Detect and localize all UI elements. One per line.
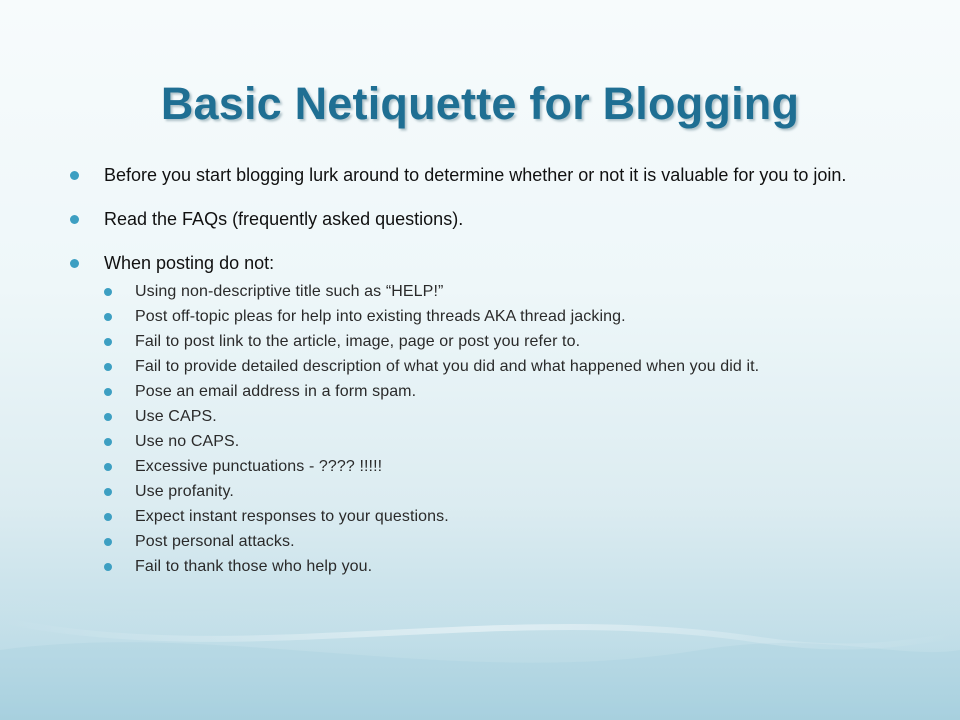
bullet-dot-icon [104,363,112,371]
bullet-list [66,167,906,574]
sub-bullet-item [100,360,906,374]
sub-bullet-text: Post off-topic pleas for help into existing threads AKA thread jacking. [135,308,626,325]
sub-bullet-item [100,285,906,299]
bullet-dot-icon [70,171,79,180]
bullet-text: Read the FAQs (frequently asked questions). [104,209,464,229]
bullet-dot-icon [70,259,79,268]
sub-bullet-text: Fail to thank those who help you. [135,558,373,575]
sub-bullet-item [100,560,906,574]
sub-bullet-text: Excessive punctuations - ???? !!!!! [135,458,383,475]
bullet-text: When posting do not: [104,253,275,273]
sub-bullet-text: Expect instant responses to your questions. [135,508,449,525]
sub-bullet-text: Post personal attacks. [135,533,295,550]
slide-content [66,167,906,585]
sub-bullet-item [100,335,906,349]
sub-bullet-item [100,460,906,474]
bullet-dot-icon [70,215,79,224]
bullet-dot-icon [104,388,112,396]
bullet-dot-icon [104,438,112,446]
bullet-dot-icon [104,563,112,571]
sub-bullet-item [100,310,906,324]
bullet-dot-icon [104,463,112,471]
bullet-item [66,167,906,184]
bullet-item [66,255,906,574]
bullet-text: Before you start blogging lurk around to determine whether or not it is valuable for you to join. [104,165,847,185]
sub-bullet-text: Fail to post link to the article, image, page or post you refer to. [135,333,581,350]
sub-bullet-item [100,385,906,399]
slide-title: Basic Netiquette for Blogging [160,78,800,129]
bullet-dot-icon [104,538,112,546]
bullet-dot-icon [104,488,112,496]
bullet-item [66,211,906,228]
sub-bullet-item [100,485,906,499]
sub-bullet-text: Use profanity. [135,483,234,500]
sub-bullet-item [100,410,906,424]
bullet-dot-icon [104,338,112,346]
sub-bullet-text: Use CAPS. [135,408,217,425]
sub-bullet-item [100,535,906,549]
sub-bullet-text: Fail to provide detailed description of what you did and what happened when you did it. [135,358,760,375]
bullet-dot-icon [104,413,112,421]
bullet-dot-icon [104,513,112,521]
sub-bullet-text: Pose an email address in a form spam. [135,383,417,400]
sub-bullet-item [100,510,906,524]
sub-bullet-text: Using non-descriptive title such as “HELP!” [135,283,444,300]
sub-bullet-text: Use no CAPS. [135,433,240,450]
bullet-dot-icon [104,288,112,296]
sub-bullet-item [100,435,906,449]
bullet-dot-icon [104,313,112,321]
sub-bullet-list [100,285,906,574]
